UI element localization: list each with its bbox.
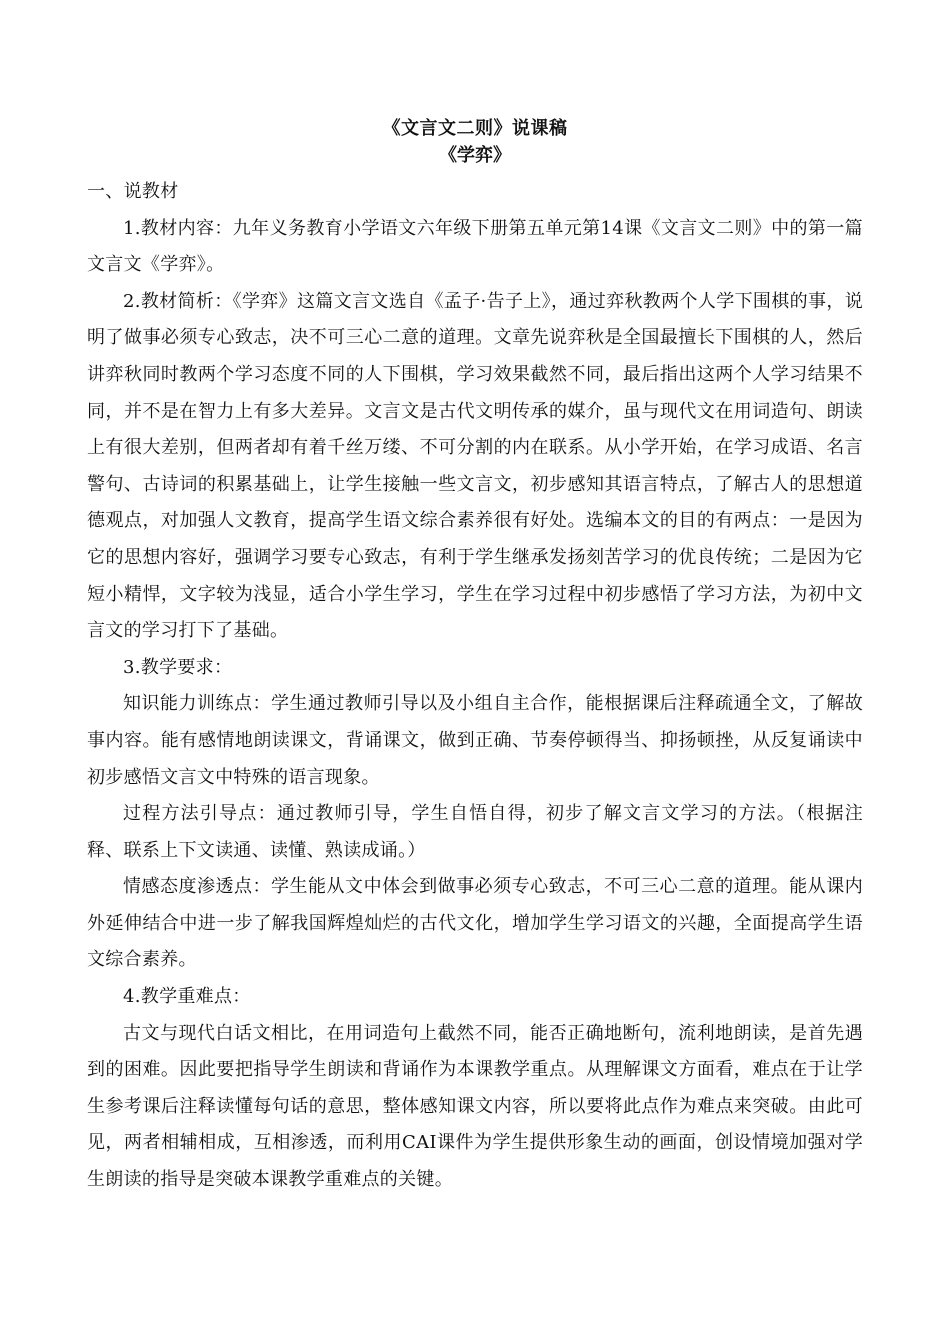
paragraph-key-difficult: 古文与现代白话文相比，在用词造句上截然不同，能否正确地断句，流利地朗读，是首先遇到的困难。因此要把指导学生朗读和背诵作为本课教学重点。从理解课文方面看，难点在于让学生参考课后注释读懂每句话的意思，整体感知课文内容，所以要将此点作为难点来突破。由此可见，两者相辅相成，互相渗透，而利用CAI课件为学生提供形象生动的画面，创设情境加强对学生朗读的指导是突破本课教学重难点的关键。 bbox=[87, 1022, 863, 1191]
paragraph-content: 1.教材内容：九年义务教育小学语文六年级下册第五单元第14课《文言文二则》中的第一篇文言文《学弈》。 bbox=[87, 217, 863, 276]
document-page bbox=[87, 116, 863, 1199]
document-title: 《文言文二则》说课稿 bbox=[382, 118, 568, 139]
paragraph-requirements-heading: 3.教学要求： bbox=[123, 656, 233, 678]
paragraph-key-difficult-heading: 4.教学重难点： bbox=[123, 986, 251, 1008]
paragraph-analysis: 2.教材简析：《学弈》这篇文言文选自《孟子·告子上》，通过弈秋教两个人学下围棋的事，说明了做事必须专心致志，决不可三心二意的道理。文章先说弈秋是全国最擅长下围棋的人，然后讲弈秋同时教两个学习态度不同的人下围棋，学习效果截然不同，最后指出这两个人学习结果不同，并不是在智力上有多大差异。文言文是古代文明传承的媒介，虽与现代文在用词造句、朗读上有很大差别，但两者却有着千丝万缕、不可分割的内在联系。从小学开始，在学习成语、名言警句、古诗词的积累基础上，让学生接触一些文言文，初步感知其语言特点，了解古人的思想道德观点，对加强人文教育，提高学生语文综合素养很有好处。选编本文的目的有两点：一是因为它的思想内容好，强调学习要专心致志，有利于学生继承发扬刻苦学习的优良传统；二是因为它短小精悍，文字较为浅显，适合小学生学习，学生在学习过程中初步感悟了学习方法，为初中文言文的学习打下了基础。 bbox=[87, 290, 863, 642]
section-heading-textbook: 一、说教材 bbox=[87, 181, 179, 202]
paragraph-emotion-attitude: 情感态度渗透点：学生能从文中体会到做事必须专心致志，不可三心二意的道理。能从课内外延伸结合中进一步了解我国辉煌灿烂的古代文化，增加学生学习语文的兴趣，全面提高学生语文综合素养。 bbox=[87, 876, 863, 971]
document-subtitle: 《学弈》 bbox=[439, 145, 511, 166]
paragraph-knowledge-ability: 知识能力训练点：学生通过教师引导以及小组自主合作，能根据课后注释疏通全文，了解故事内容。能有感情地朗读课文，背诵课文，做到正确、节奏停顿得当、抑扬顿挫，从反复诵读中初步感悟文言文中特殊的语言现象。 bbox=[87, 693, 863, 788]
paragraph-process-method: 过程方法引导点：通过教师引导，学生自悟自得，初步了解文言文学习的方法。（根据注释、联系上下文读通、读懂、熟读成诵。） bbox=[87, 803, 863, 861]
